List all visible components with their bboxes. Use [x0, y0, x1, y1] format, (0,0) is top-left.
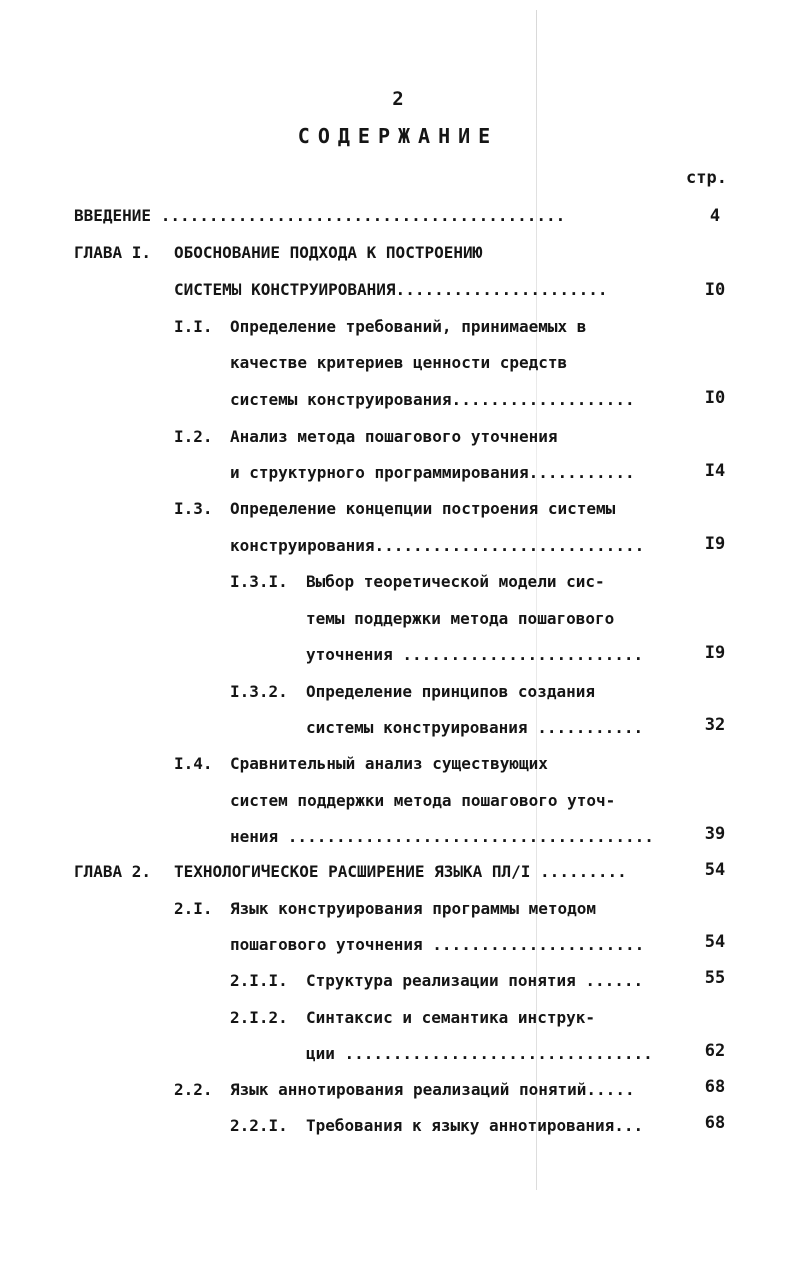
toc-page-number: I0 — [704, 388, 726, 408]
toc-page-number: 54 — [704, 932, 726, 952]
toc-entry-text: Определение требований, принимаемых в — [230, 317, 587, 336]
toc-entry-number: I.2. — [174, 427, 213, 446]
toc-entry-number: 2.I.2. — [230, 1008, 288, 1027]
toc-entry-text: ОБОСНОВАНИЕ ПОДХОДА К ПОСТРОЕНИЮ — [174, 243, 483, 262]
toc-entry — [230, 534, 644, 558]
toc-entry-number: I.3.I. — [230, 572, 288, 591]
toc-page-number: 32 — [704, 715, 726, 735]
toc-entry-number: 2.I.I. — [230, 971, 288, 990]
toc-entry — [174, 315, 586, 339]
toc-entry — [174, 425, 558, 449]
toc-entry — [174, 1078, 635, 1102]
toc-entry-number: 2.I. — [174, 899, 213, 918]
toc-entry — [174, 752, 548, 776]
toc-page-number: 4 — [709, 206, 721, 226]
toc-entry — [74, 204, 565, 228]
toc-entry — [230, 789, 615, 813]
toc-entry — [230, 933, 644, 957]
toc-entry-number: I.3.2. — [230, 682, 288, 701]
toc-entry-text: нения ...................................... — [230, 827, 654, 846]
toc-entry — [230, 825, 654, 849]
toc-page-number: I0 — [704, 280, 726, 300]
toc-entry-text: темы поддержки метода пошагового — [306, 609, 615, 628]
toc-page-number: 39 — [704, 824, 726, 844]
toc-entry-text: систем поддержки метода пошагового уточ- — [230, 791, 616, 810]
toc-page-number: 62 — [704, 1041, 726, 1061]
toc-entry — [306, 643, 643, 667]
page-number: 2 — [392, 88, 404, 110]
toc-entry-text: ции ................................ — [306, 1044, 653, 1063]
toc-entry — [74, 860, 627, 884]
toc-entry — [174, 897, 596, 921]
toc-entry-number: 2.2. — [174, 1080, 213, 1099]
toc-entry-text: ТЕХНОЛОГИЧЕСКОЕ РАСШИРЕНИЕ ЯЗЫКА ПЛ/I ......... — [174, 862, 627, 881]
toc-entry — [230, 351, 567, 375]
toc-entry-number: ГЛАВА 2. — [74, 862, 152, 881]
toc-entry-text: СИСТЕМЫ КОНСТРУИРОВАНИЯ...................... — [174, 280, 608, 299]
toc-entry-text: Структура реализации понятия ...... — [306, 971, 644, 990]
toc-entry — [74, 241, 482, 265]
toc-entry — [230, 680, 595, 704]
toc-entry-text: Язык аннотирования реализаций понятий..... — [230, 1080, 635, 1099]
toc-page-number: I4 — [704, 461, 726, 481]
toc-entry-text: Выбор теоретической модели сис- — [306, 572, 605, 591]
toc-entry-text: конструирования............................ — [230, 536, 645, 555]
toc-entry — [230, 969, 643, 993]
page-column-label: стр. — [686, 168, 727, 188]
toc-page-number: I9 — [704, 534, 726, 554]
toc-entry-number: ГЛАВА I. — [74, 243, 152, 262]
toc-entry — [230, 461, 635, 485]
toc-entry-number: I.4. — [174, 754, 213, 773]
toc-entry-text: Анализ метода пошагового уточнения — [230, 427, 558, 446]
page-title: СОДЕРЖАНИЕ — [297, 124, 499, 148]
toc-page-number: 68 — [704, 1077, 726, 1097]
toc-entry-text: уточнения ......................... — [306, 645, 644, 664]
toc-entry-number: I.3. — [174, 499, 213, 518]
toc-entry — [230, 570, 605, 594]
toc-entry — [306, 1042, 653, 1066]
toc-entry-text: и структурного программирования........... — [230, 463, 635, 482]
toc-entry — [306, 716, 643, 740]
toc-entry-number: I.I. — [174, 317, 213, 336]
toc-page-number: 54 — [704, 860, 726, 880]
toc-entry-text: Определение принципов создания — [306, 682, 595, 701]
toc-entry-number: 2.2.I. — [230, 1116, 288, 1135]
toc-entry-text: Требования к языку аннотирования... — [306, 1116, 644, 1135]
toc-entry-text: Определение концепции построения системы — [230, 499, 616, 518]
toc-entry-text: системы конструирования................... — [230, 390, 635, 409]
toc-entry — [306, 607, 614, 631]
toc-entry-text: Синтаксис и семантика инструк- — [306, 1008, 595, 1027]
toc-entry — [230, 388, 635, 412]
toc-entry-text: качестве критериев ценности средств — [230, 353, 568, 372]
toc-entry-text: системы конструирования ........... — [306, 718, 644, 737]
toc-entry — [174, 278, 607, 302]
toc-entry-text: Сравнительный анализ существующих — [230, 754, 548, 773]
toc-entry — [230, 1114, 643, 1138]
toc-entry-text: ВВЕДЕНИЕ .......................................... — [74, 206, 566, 225]
toc-page-number: I9 — [704, 643, 726, 663]
toc-page-number: 55 — [704, 968, 726, 988]
toc-entry — [230, 1006, 595, 1030]
toc-page-number: 68 — [704, 1113, 726, 1133]
toc-entry — [174, 497, 615, 521]
toc-entry-text: Язык конструирования программы методом — [230, 899, 597, 918]
toc-entry-text: пошагового уточнения ...................... — [230, 935, 645, 954]
